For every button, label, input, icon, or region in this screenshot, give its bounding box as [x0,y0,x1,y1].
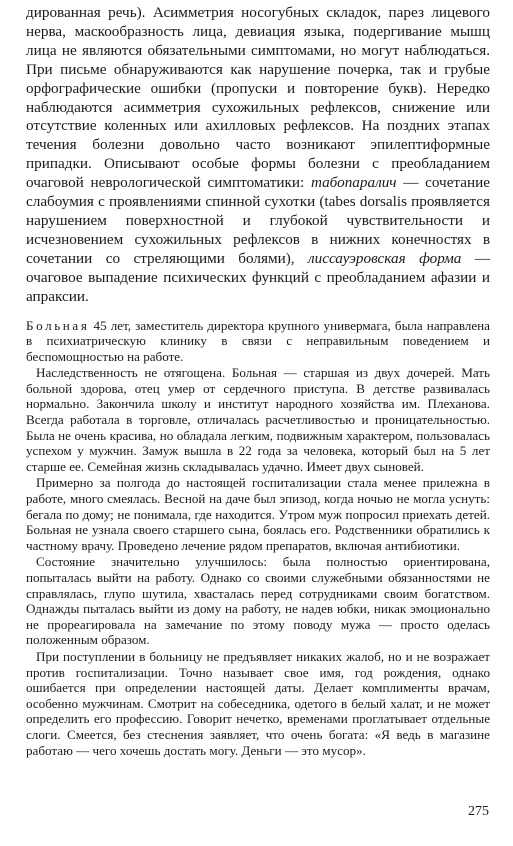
case-patient-label: Больная [26,317,90,333]
lead-text-part3: — очаговое выпадение психических функций с преобладанием афазии и апраксии. [26,249,490,305]
term-tabes-paralysis: табопаралич [310,174,397,192]
case-intro-text: 45 лет, заместитель директора крупного универмага, была направлена в психиатрическую клинику в связи с неправильным поведением и беспомощностью на работе. [26,317,490,364]
lead-text-part1: дированная речь). Асимметрия носогубных складок, парез лицевого нерва, маскообразность лица, девиация языка, подергивание мышц лица не являются обязательными симптомами, но могут наблюдаться. При письме обнаруживаются как нарушение почерка, так и грубые орфографические ошибки (пропуски и повторение букв). Нередко наблюдаются асимметрия сухожильных рефлексов, снижение или отсутствие коленных или ахилловых рефлексов. На поздних этапах течения болезни довольно часто возникают эпилептиформные припадки. Описывают особые формы болезни с преобладанием очаговой неврологической симптоматики: [26,4,490,192]
case-paragraph-heredity: Наследственность не отягощена. Больная — старшая из двух дочерей. Мать больной здорова, отец умер от сердечного приступа. В детстве развивалась нормально. Закончила школу и институт народного хозяйства им. Плеханова. Всегда работала в торговле, отличалась расчетливостью и проницательностью. Была не очень красива, но обладала легким, подвижным характером, пользовалась успехом у мужчин. Замуж вышла в 22 года за человека, который был на 5 лет старше ее. Семейная жизнь складывалась удачно. Имеет двух сыновей. [26,365,490,474]
lead-text-part2: — сочетание слабоумия с проявлениями спинной сухотки (tabes dorsalis проявляется нарушением поверхностной и глубокой чувствительности и исчезновением сухожильных рефлексов в нижних конечностях в сочетании со стреляющими болями), [26,174,490,267]
page-body [26,4,490,759]
lead-paragraph [26,4,490,307]
case-paragraph-improvement: Состояние значительно улучшилось: была полностью ориентирована, попыталась выйти на работу. Однако со своими служебными обязанностями не справлялась, глупо шутила, хвасталась перед сотрудниками своим богатством. Однажды пыталась выйти из дому на работу, не надев юбки, никак эмоционально не прореагировала на замечание по этому поводу мужа — просто оделась положенным образом. [26,554,490,648]
page-number: 275 [468,804,489,819]
case-paragraph-admission: При поступлении в больницу не предъявляет никаких жалоб, но и не возражает против госпитализации. Точно называет свое имя, год рождения, однако ошибается при определении настоящей даты. Делает комплименты врачам, особенно мужчинам. Смотрит на собеседника, одетого в белый халат, и не может определить его профессию. Говорит нечетко, временами проглатывает отдельные слоги. Смеется, без стеснения заявляет, что очень богата: «Я ведь в магазине работаю — чего хочешь достать могу. Деньги — это мусор». [26,648,490,758]
case-intro-paragraph [26,318,490,365]
case-study [26,318,490,759]
case-paragraph-onset: Примерно за полгода до настоящей госпитализации стала менее прилежна в работе, много смеялась. Весной на даче был эпизод, когда ночью не могла уснуть: бегала по дому; не понимала, где находится. Утром муж попросил приехать детей. Больная не узнала своего старшего сына, боялась его. Родственники обратились к частному врачу. Проведено лечение рядом препаратов, включая антибиотики. [26,475,490,553]
term-lissauer-form: лиссауэровская форма [308,249,462,267]
